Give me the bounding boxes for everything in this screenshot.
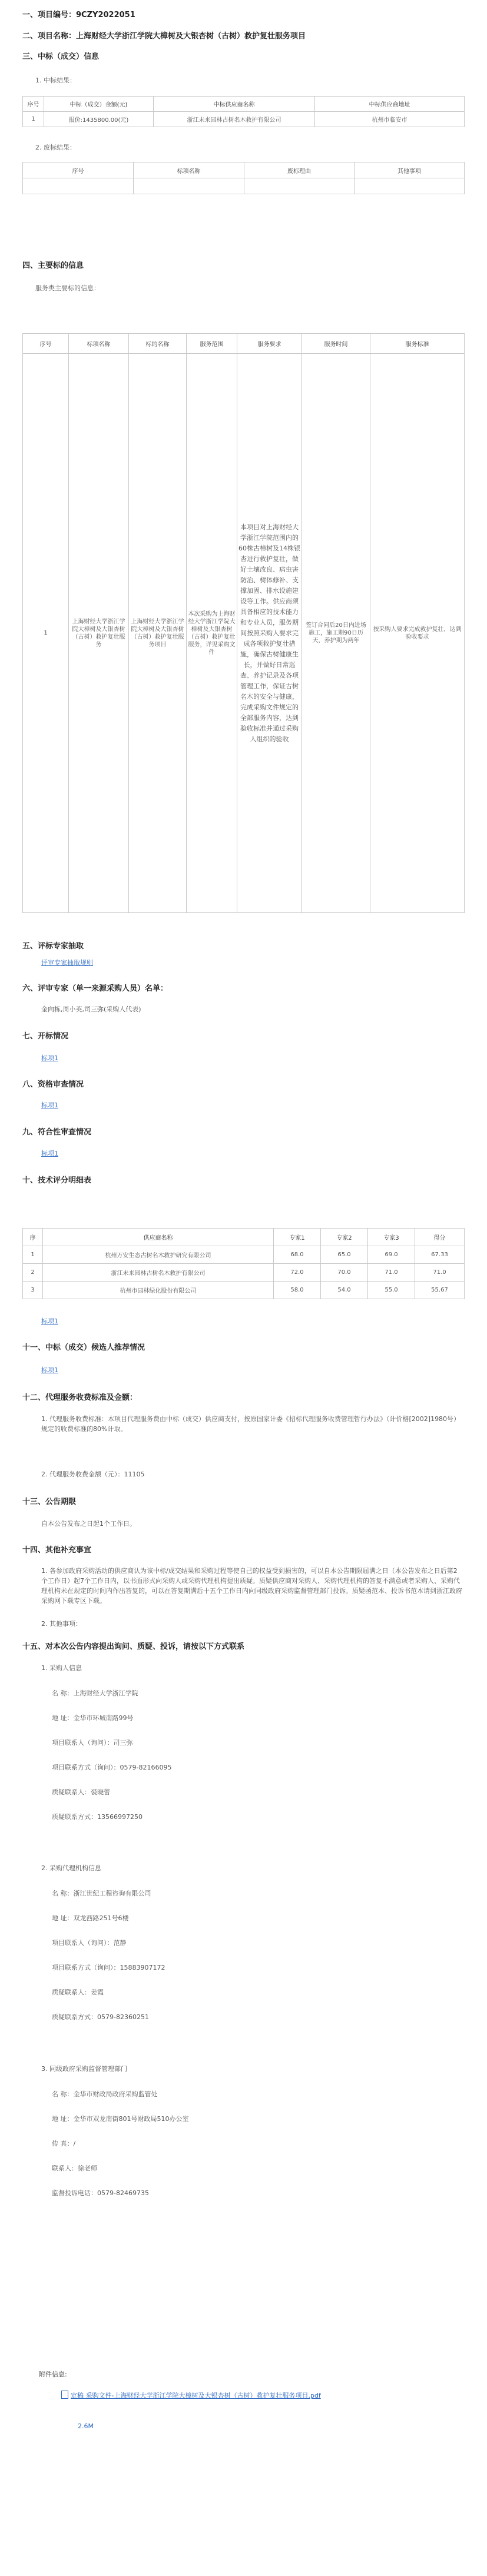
candidates-item-link[interactable]: 标项1 [41,1366,58,1374]
table-cell: 浙江未来园林古树名木救护有限公司 [43,1264,274,1282]
table-cell: 3 [23,1282,43,1299]
agency-title: 2. 采购代理机构信息 [41,1864,101,1872]
winners-header-row [23,97,465,112]
pdf-file-icon [61,2391,68,2399]
table-cell: 71.0 [368,1264,415,1282]
contact-line: 项目联系人（询问）：司三弥 [52,1739,133,1747]
table-cell: 2 [23,1264,43,1282]
contact-line: 地 址：金华市双龙南街801号财政局510办公室 [52,2115,189,2123]
main-info-header-cell: 服务标准 [370,334,465,354]
contact-line: 地 址：金华市环城南路99号 [52,1714,134,1722]
table-cell: 浙江未来园林古树名木救护有限公司 [154,112,315,127]
expert-heading: 五、评标专家抽取 [22,942,84,951]
scores-header-row [23,1229,465,1246]
project-name: 上海财经大学浙江学院大樟树及大银杏树（古树）救护复壮服务项目 [76,32,306,41]
scores-table [22,1228,465,1299]
opening-item-link[interactable]: 标项1 [41,1054,58,1062]
contact-line: 项目联系人（询问）：范静 [52,1939,127,1947]
table-cell: 55.0 [368,1282,415,1299]
main-info-heading: 四、主要标的信息 [22,261,84,270]
table-cell [355,178,465,194]
qualification-heading: 八、资格审查情况 [22,1080,84,1089]
result-heading: 三、中标（成交）信息 [22,52,100,61]
scores-header-cell: 专家3 [368,1229,415,1246]
table-row [23,354,465,913]
main-info-header-cell: 服务时间 [302,334,370,354]
contact-line: 联系人：徐老师 [52,2165,97,2172]
table-cell: 上海财经大学浙江学院大樟树及大银杏树（古树）救护复壮服务项目 [129,354,187,913]
compliance-item-link[interactable]: 标项1 [41,1150,58,1157]
agency-fee-standard: 1. 代理服务收费标准：本项目代理服务费由中标（成交）供应商支付，按原国家计委《招标代理服务收费管理暂行办法》（计价格[2002]1980号）规定的收费标准的80%计取。 [41,1415,457,1433]
project-name-row [22,29,306,41]
table-row [23,1282,465,1299]
agency-fee-amount: 2. 代理服务收费金额（元）：11105 [41,1470,145,1478]
table-cell: 71.0 [415,1264,465,1282]
qualification-item-link[interactable]: 标项1 [41,1101,58,1109]
winners-table [22,96,465,127]
main-info-header-cell: 标项名称 [69,334,129,354]
table-cell: 本项目对上海财经大学浙江学院范围内的60株古樟树及14株银杏进行救护复壮，做好土壤改良、病虫害防治、树体修补、支撑加固、排水设施建设等工作。供应商须具备相应的技术能力和专业人员，服务期间按照采购人要求完成各项救护复壮措施，确保古树健康生长，并做好日常巡查、养护记录及各项管理工作，保证古树名木的安全与健康，完成采购文件规定的全部服务内容，达到验收标准并通过采购人组织的验收 [237,354,302,913]
contact-heading: 十五、对本次公告内容提出询问、质疑、投诉，请按以下方式联系 [22,1642,245,1651]
expert-rules-link[interactable]: 评审专家抽取规则 [41,959,93,967]
main-info-sub: 服务类主要标的信息： [35,284,100,292]
contact-line: 名 称：金华市财政局政府采购监管处 [52,2090,158,2098]
scores-heading: 十、技术评分明细表 [22,1176,92,1185]
winners-label: 1. 中标结果： [35,77,76,84]
waste-header-cell: 废标理由 [244,162,355,178]
table-cell: 1 [23,354,69,913]
contact-line: 质疑联系方式：13566997250 [52,1813,143,1821]
contact-line: 传 真：/ [52,2140,76,2147]
table-cell: 1 [23,1246,43,1264]
attachment-file-link[interactable]: 定稿 采购文件-上海财经大学浙江学院大樟树及大银杏树（古树）救护复壮服务项目.pdf [71,2392,321,2399]
table-cell: 67.33 [415,1246,465,1264]
winners-header-cell: 序号 [23,97,44,112]
gov-title: 3. 同级政府采购监督管理部门 [41,2065,127,2073]
table-row [23,1246,465,1264]
scores-item-link[interactable]: 标项1 [41,1317,58,1325]
candidates-heading: 十一、中标（成交）候选人推荐情况 [22,1343,145,1352]
contact-line: 质疑联系人：裘晓蕾 [52,1788,110,1796]
main-info-header-row [23,334,465,354]
scores-header-cell: 得分 [415,1229,465,1246]
table-cell: 签订合同后20日内进场施工，施工期90日历天，养护期为两年 [302,354,370,913]
contact-line: 项目联系方式（询问）：15883907172 [52,1964,165,1971]
table-cell: 69.0 [368,1246,415,1264]
table-cell: 杭州市临安市 [315,112,465,127]
main-info-header-cell: 标的名称 [129,334,187,354]
other-heading: 十四、其他补充事宜 [22,1546,92,1555]
scores-header-cell: 专家2 [321,1229,368,1246]
main-info-header-cell: 服务范围 [187,334,237,354]
table-cell: 报价:1435800.00(元) [44,112,154,127]
table-cell [23,178,134,194]
table-row [23,112,465,127]
table-cell [134,178,244,194]
waste-label: 2. 废标结果： [35,144,76,151]
waste-header-cell: 其他事项 [355,162,465,178]
main-info-table [22,333,465,913]
contact-line: 地 址：双龙西路251号6楼 [52,1914,129,1922]
panel-names: 金向栋,周小英,司三弥(采购人代表) [41,1005,141,1013]
table-cell: 上海财经大学浙江学院大樟树及大银杏树（古树）救护复壮服务 [69,354,129,913]
winners-header-cell: 中标供应商名称 [154,97,315,112]
waste-header-cell: 标项名称 [134,162,244,178]
contact-line: 质疑联系方式：0579-82360251 [52,2013,149,2021]
compliance-heading: 九、符合性审查情况 [22,1128,92,1137]
contact-line: 项目联系方式（询问）：0579-82166095 [52,1764,172,1771]
other-text-2: 2. 其他事项： [41,1620,82,1628]
table-cell: 54.0 [321,1282,368,1299]
attachment-size: 2.6M [78,2422,94,2430]
purchaser-title: 1. 采购人信息 [41,1664,82,1672]
table-cell: 1 [23,112,44,127]
winners-header-cell: 中标供应商地址 [315,97,465,112]
main-info-header-cell: 服务要求 [237,334,302,354]
scores-header-cell: 供应商名称 [43,1229,274,1246]
period-heading: 十三、公告期限 [22,1498,77,1506]
table-cell: 70.0 [321,1264,368,1282]
table-cell: 65.0 [321,1246,368,1264]
attachments-label: 附件信息: [39,2371,67,2378]
waste-header-cell: 序号 [23,162,134,178]
panel-heading: 六、评审专家（单一来源采购人员）名单： [22,984,168,993]
main-info-header-cell: 序号 [23,334,69,354]
contact-line: 质疑联系人：姜霞 [52,1989,104,1996]
project-name-label: 二、项目名称： [22,32,77,41]
table-cell: 68.0 [274,1246,321,1264]
project-number: 9CZY2022051 [76,11,135,19]
table-row [23,1264,465,1282]
table-cell: 58.0 [274,1282,321,1299]
table-cell: 杭州万安生态古树名木救护研究有限公司 [43,1246,274,1264]
table-cell: 杭州市园林绿化股份有限公司 [43,1282,274,1299]
waste-header-row [23,162,465,178]
table-cell: 72.0 [274,1264,321,1282]
agency-fee-heading: 十二、代理服务收费标准及金额： [22,1393,138,1402]
other-text-1: 1. 各参加政府采购活动的供应商认为该中标/成交结果和采购过程等使自己的权益受到损害的，可以自本公告期限届满之日（本公告发布之日后第2个工作日）起7个工作日内，以书面形式向采购人或采购代理机构提出质疑。质疑供应商对采购人、采购代理机构的答复不满意或者采购人、采购代理机构未在规定的时间内作出答复的，可以在答复期满后十五个工作日内向同级政府采购监督管理部门投诉。质疑函范本、投诉书范本请到浙江政府采购网下载专区下载。 [41,1567,462,1605]
contact-line: 名 称：浙江世纪工程咨询有限公司 [52,1890,151,1897]
project-number-row [22,8,135,19]
winners-header-cell: 中标（成交）金额(元) [44,97,154,112]
scores-header-cell: 专家1 [274,1229,321,1246]
table-cell: 本次采购为上海财经大学浙江学院大樟树及大银杏树（古树）救护复壮服务，详见采购文件 [187,354,237,913]
project-number-label: 一、项目编号： [22,11,77,19]
table-cell: 55.67 [415,1282,465,1299]
contact-line: 监督投诉电话：0579-82469735 [52,2189,149,2197]
period-text: 自本公告发布之日起1个工作日。 [41,1520,136,1528]
scores-header-cell: 序 [23,1229,43,1246]
waste-table [22,162,465,194]
table-row [23,178,465,194]
table-cell [244,178,355,194]
contact-line: 名 称：上海财经大学浙江学院 [52,1689,138,1697]
table-cell: 按采购人要求完成救护复壮，达到验收要求 [370,354,465,913]
opening-heading: 七、开标情况 [22,1032,69,1041]
